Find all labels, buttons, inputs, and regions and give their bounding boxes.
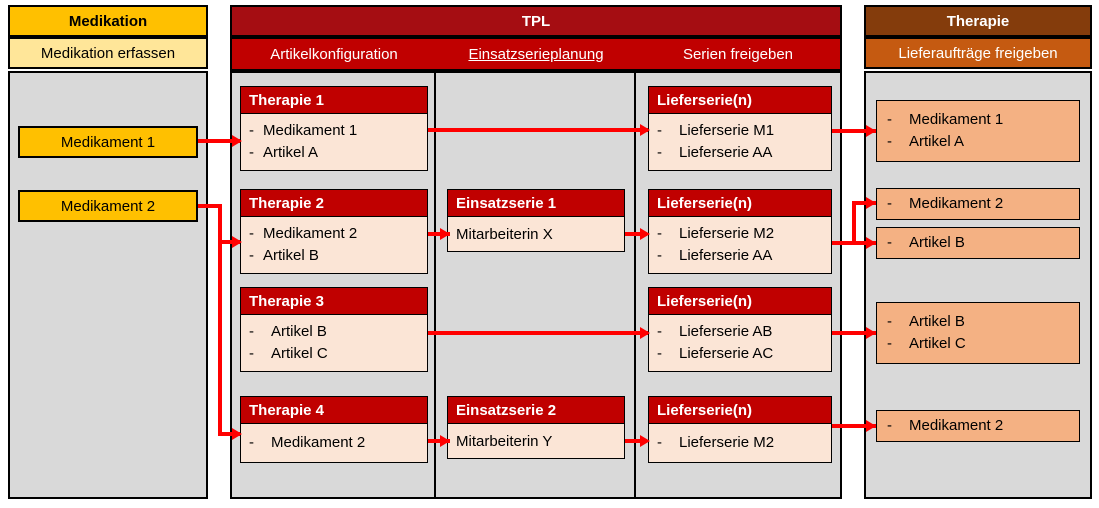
- therapie-item-5[interactable]: [876, 410, 1080, 442]
- card-title-therapie-4[interactable]: Therapie 4: [240, 396, 428, 423]
- card-line: - Lieferserie AB: [657, 323, 773, 341]
- therapie-item-1[interactable]: [876, 100, 1080, 162]
- arrowhead-med1-therapie1: [232, 135, 242, 147]
- tpl-subheader-einsatzserieplanung: Einsatzserieplanung: [436, 39, 636, 69]
- therapie-line: - Medikament 1: [887, 110, 1004, 128]
- arrowhead-therapie1-lieferserie1: [640, 124, 650, 136]
- tpl-header: TPL: [230, 5, 842, 37]
- therapie-line: - Artikel A: [887, 133, 965, 150]
- arrowhead-therapie3-lieferserie3: [640, 327, 650, 339]
- arrowhead-lieferserie2-therapieitem3: [866, 237, 876, 249]
- arrowhead-lieferserie2-therapieitem2: [866, 197, 876, 209]
- card-title-lieferserie-1[interactable]: Lieferserie(n): [648, 86, 832, 113]
- card-line: - Artikel C: [249, 345, 328, 362]
- tpl-divider-2: [634, 73, 636, 497]
- therapie-subheader: Lieferaufträge freigeben: [864, 37, 1092, 69]
- therapie-header: Therapie: [864, 5, 1092, 37]
- arrowhead-lieferserie1-therapieitem1: [866, 125, 876, 137]
- card-line: - Lieferserie AA: [657, 144, 773, 161]
- therapie-line: - Artikel C: [887, 335, 966, 352]
- arrowhead-med2-therapie4: [232, 428, 242, 440]
- arrowhead-einsatzserie2-lieferserie4: [640, 435, 650, 447]
- card-title-einsatzserie-2[interactable]: Einsatzserie 2: [447, 396, 625, 423]
- card-body-lieferserie-3: [648, 314, 832, 372]
- therapie-item-4[interactable]: [876, 302, 1080, 364]
- card-title-therapie-3[interactable]: Therapie 3: [240, 287, 428, 314]
- therapie-line: - Medikament 2: [887, 416, 1004, 434]
- therapie-item-3[interactable]: [876, 227, 1080, 259]
- card-body-lieferserie-1: [648, 113, 832, 171]
- card-line: - Lieferserie M2: [657, 434, 775, 452]
- tpl-subheader-row: [230, 37, 842, 71]
- connector-therapie1-lieferserie1: [428, 128, 648, 132]
- arrowhead-lieferserie4-therapieitem5: [866, 420, 876, 432]
- arrowhead-therapie2-einsatzserie1: [440, 228, 450, 240]
- therapie-line: - Artikel B: [887, 233, 965, 251]
- tpl-subheader-artikelkonfiguration: Artikelkonfiguration: [232, 39, 436, 69]
- therapie-line: - Artikel B: [887, 312, 965, 330]
- therapie-line: - Medikament 2: [887, 194, 1004, 212]
- card-line: - Lieferserie M2: [657, 225, 775, 243]
- connector-lieferserie2-vertical: [852, 201, 856, 245]
- card-body-lieferserie-4: [648, 423, 832, 463]
- card-line: - Artikel B: [249, 323, 327, 341]
- card-line: - Medikament 2: [249, 225, 358, 243]
- card-title-einsatzserie-1[interactable]: Einsatzserie 1: [447, 189, 625, 216]
- connector-therapie3-lieferserie3: [428, 331, 648, 335]
- card-body-lieferserie-2: [648, 216, 832, 274]
- medikation-subheader: Medikation erfassen: [8, 37, 208, 69]
- arrowhead-therapie4-einsatzserie2: [440, 435, 450, 447]
- arrowhead-einsatzserie1-lieferserie2: [640, 228, 650, 240]
- card-title-lieferserie-3[interactable]: Lieferserie(n): [648, 287, 832, 314]
- arrowhead-med2-therapie2: [232, 236, 242, 248]
- card-body-therapie-2: [240, 216, 428, 274]
- card-line: - Artikel A: [249, 144, 319, 161]
- card-body-einsatzserie-1: Mitarbeiterin X: [447, 216, 625, 252]
- card-line: - Artikel B: [249, 247, 319, 264]
- card-title-therapie-2[interactable]: Therapie 2: [240, 189, 428, 216]
- card-body-therapie-3: [240, 314, 428, 372]
- therapie-item-2[interactable]: [876, 188, 1080, 220]
- card-body-einsatzserie-2: Mitarbeiterin Y: [447, 423, 625, 459]
- card-title-lieferserie-4[interactable]: Lieferserie(n): [648, 396, 832, 423]
- card-line: - Lieferserie M1: [657, 122, 775, 140]
- card-line: - Lieferserie AC: [657, 345, 774, 362]
- card-title-lieferserie-2[interactable]: Lieferserie(n): [648, 189, 832, 216]
- card-line: - Medikament 1: [249, 122, 358, 140]
- arrowhead-lieferserie3-therapieitem4: [866, 327, 876, 339]
- card-line: - Lieferserie AA: [657, 247, 773, 264]
- card-body-therapie-4: [240, 423, 428, 463]
- tpl-subheader-serien-freigeben: Serien freigeben: [636, 39, 840, 69]
- medikation-header: Medikation: [8, 5, 208, 37]
- medikament-box-2[interactable]: Medikament 2: [18, 190, 198, 222]
- card-title-therapie-1[interactable]: Therapie 1: [240, 86, 428, 113]
- connector-med2-vertical: [218, 204, 222, 436]
- card-line: - Medikament 2: [249, 434, 366, 452]
- tpl-divider-1: [434, 73, 436, 497]
- card-body-therapie-1: [240, 113, 428, 171]
- medikament-box-1[interactable]: Medikament 1: [18, 126, 198, 158]
